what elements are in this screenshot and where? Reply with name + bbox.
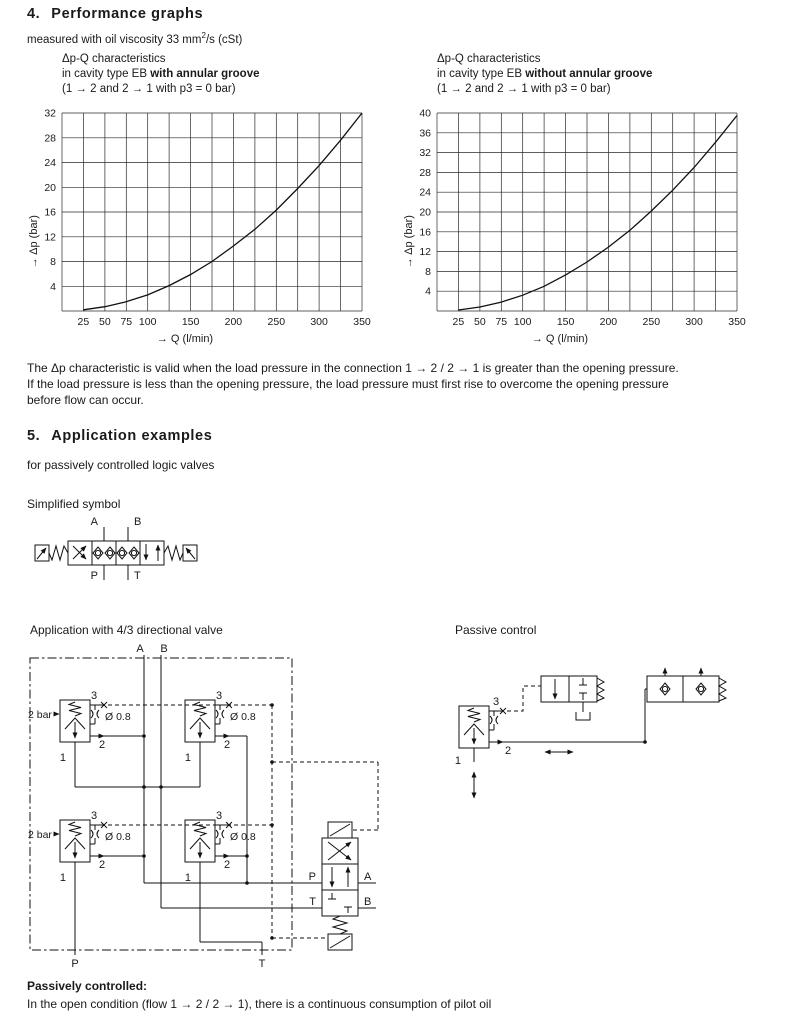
line-b-label: B [160,643,168,655]
pressure-setting-label: 2 bar [28,829,52,841]
chart-condition: (1 → 2 and 2 → 1 with p3 = 0 bar) [62,83,236,95]
chart-subtitle: in cavity type EB without annular groove [437,68,653,80]
y-tick-label: 20 [419,206,431,219]
y-tick-label: 4 [425,285,431,298]
line-a-label: A [136,643,144,655]
y-tick-label: 32 [44,107,56,120]
v1-port3-label: 3 [91,690,98,702]
x-tick-label: 350 [353,316,371,328]
v3-port3-label: 3 [91,810,98,822]
y-tick-label: 24 [44,157,56,169]
passive-control-diagram [445,666,765,816]
dp-q-curve [458,116,737,311]
x-tick-label: 150 [556,316,575,328]
directional-valve-4-3 [322,822,358,950]
x-tick-label: 250 [642,316,661,328]
y-tick-label: 36 [419,127,431,140]
y-tick-label: 8 [50,256,56,268]
chart-caption-right [437,52,748,97]
chart-title: Δp-Q characteristics [437,53,541,65]
port1-label: 1 [454,755,461,767]
y-axis-label: → Δp (bar) [28,215,40,269]
pressure-setting-label: 2 bar [28,709,52,721]
chart-with-annular-groove [28,50,373,345]
v4-port1-label: 1 [184,872,191,884]
x-tick-label: 50 [99,316,111,328]
footer-heading: Passively controlled: [27,979,148,993]
pilot-valve-2-2 [541,676,604,720]
x-tick-label: 150 [181,316,200,328]
x-tick-label: 200 [599,316,618,328]
section4-subtitle [27,28,242,48]
valve-port-t-label: T [309,896,316,908]
x-tick-label: 350 [728,316,746,328]
port-p-label: P [90,570,98,582]
x-tick-label: 100 [138,316,157,328]
tank-symbol [576,712,590,720]
v2-orifice-label: Ø 0.8 [230,711,256,723]
v4-port3-label: 3 [216,810,223,822]
logic-valve [459,706,506,762]
subtitle-text-end: /s (cSt) [205,33,243,46]
paragraph-line: If the load pressure is less than the opening pressure, the load pressure must first rise to overcome the opening pressure [27,377,669,391]
dp-q-curve [83,113,362,310]
chart-without-annular-groove [403,50,748,345]
v1-port1-label: 1 [59,752,66,764]
y-tick-label: 8 [425,265,431,278]
section5-title: Application examples [51,428,213,444]
valve-port-a-label: A [364,871,372,883]
section4-title: Performance graphs [51,6,204,22]
x-tick-label: 100 [513,316,532,328]
subtitle-superscript: 2 [201,31,206,40]
dp-q-chart-without-groove [403,105,745,345]
line-p-label: P [71,958,79,970]
valve-port-b-label: B [364,896,372,908]
grid [437,113,737,311]
pilot-line [507,686,541,711]
dp-q-chart-with-groove [28,105,370,345]
valve-port-p-label: P [308,871,316,883]
v4-orifice-label: Ø 0.8 [230,831,256,843]
valve-symbol-lines [35,527,197,580]
v2-port3-label: 3 [216,690,223,702]
section4-heading [27,6,203,22]
section5-subtitle: for passively controlled logic valves [27,458,215,472]
port3-label: 3 [493,696,500,708]
paragraph-line: The Δp characteristic is valid when the load pressure in the connection 1 → 2 / 2 → 1 is greater than the opening pressure. [27,361,679,375]
v2-port1-label: 1 [184,752,191,764]
y-tick-label: 32 [419,147,431,160]
v3-orifice-label: Ø 0.8 [105,831,131,843]
paragraph-line: before flow can occur. [27,393,144,407]
x-tick-label: 25 [452,316,465,328]
y-tick-label: 40 [419,107,431,120]
chart-subtitle: in cavity type EB with annular groove [62,68,260,80]
junction-dots [142,703,274,940]
dp-explanation-paragraph [27,360,779,408]
v3-port2-label: 2 [99,859,106,871]
simplified-symbol-diagram [30,514,202,594]
application-circuit-diagram [22,642,402,978]
x-tick-label: 300 [310,316,328,328]
y-tick-label: 24 [419,186,431,199]
x-tick-label: 250 [267,316,286,328]
footer-text: In the open condition (flow 1 → 2 / 2 → 1), there is a continuous consumption of pilot oil [27,997,492,1011]
x-tick-label: 300 [685,316,703,328]
x-axis-label: → Q (l/min) [156,333,214,345]
chart-title: Δp-Q characteristics [62,53,166,65]
simplified-symbol-label: Simplified symbol [27,497,121,511]
circuit-lines [30,655,378,955]
passive-circuit-lines [459,668,726,798]
v4-port2-label: 2 [224,859,231,871]
x-tick-label: 25 [77,316,90,328]
y-tick-label: 12 [44,231,56,244]
port-b-label: B [134,516,142,528]
chart-caption-left [62,52,373,97]
y-tick-label: 12 [419,246,431,259]
grid [62,113,362,311]
chart-condition: (1 → 2 and 2 → 1 with p3 = 0 bar) [437,83,611,95]
x-axis-label: → Q (l/min) [531,333,589,345]
x-tick-label: 75 [120,316,133,328]
junction-dot [643,740,647,744]
x-tick-label: 75 [495,316,508,328]
v1-orifice-label: Ø 0.8 [105,711,131,723]
x-tick-label: 50 [474,316,486,328]
passive-control-label: Passive control [455,623,537,637]
line-t-label: T [258,958,266,970]
subtitle-text: measured with oil viscosity 33 mm [27,33,202,46]
v3-port1-label: 1 [59,872,66,884]
y-tick-label: 28 [44,132,56,145]
application-label: Application with 4/3 directional valve [30,623,223,637]
y-tick-label: 28 [419,166,431,179]
y-tick-label: 16 [44,206,56,219]
check-valve-block [647,668,726,702]
section5-number: 5. [27,428,41,444]
port-t-label: T [134,570,141,582]
port2-label: 2 [505,745,512,757]
v2-port2-label: 2 [224,739,231,751]
y-tick-label: 16 [419,226,431,239]
y-tick-label: 4 [50,280,56,293]
v1-port2-label: 2 [99,739,106,751]
port-a-label: A [90,516,98,528]
section4-number: 4. [27,6,41,22]
y-tick-label: 20 [44,181,56,194]
y-axis-label: → Δp (bar) [403,215,415,269]
section5-heading [27,428,212,444]
x-tick-label: 200 [224,316,243,328]
